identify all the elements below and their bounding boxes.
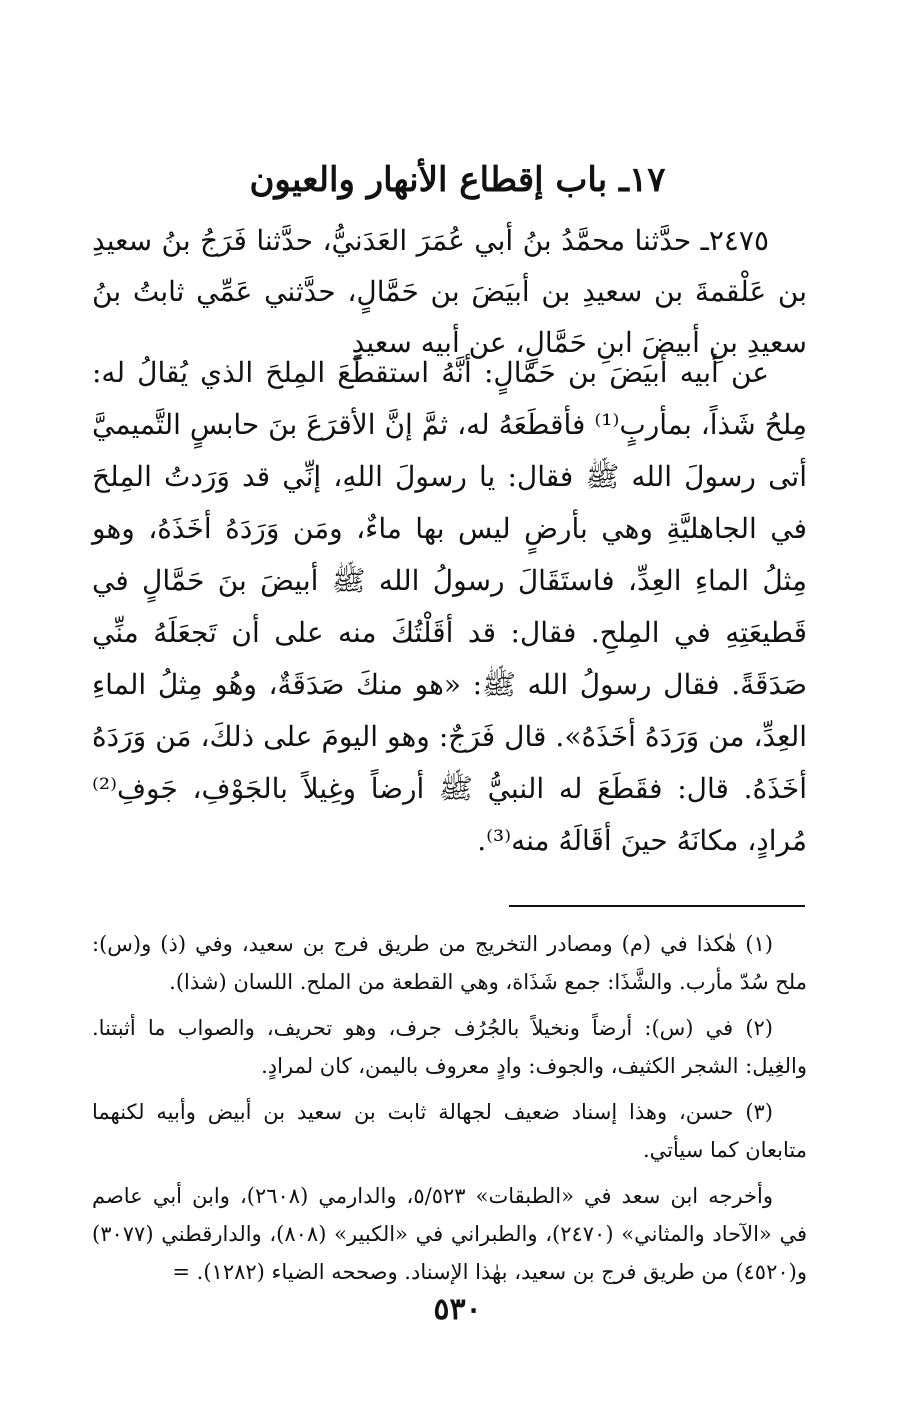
isnad-text: ٢٤٧٥ـ حدَّثنا محمَّدُ بنُ أبي عُمَرَ العَدَنيُّ، حدَّثنا فَرَجُ بنُ سعيدِ بن عَلْقمةَ بن سعيدِ بن أبيَضَ بن حَمَّالٍ، حدَّثني عَمِّي ثابتُ بنُ سعيدِ بنِ أبيضَ ابنِ حَمَّالٍ، عن أبيه سعيدٍ	[92, 224, 807, 359]
footnotes-section	[92, 925, 807, 1299]
page-number: ٥٣٠	[433, 1292, 482, 1327]
footnote-divider	[509, 905, 805, 907]
matn-text: عن أبيه أبيَضَ بن حَمَّالٍ: أنَّهُ استقطَعَ المِلحَ الذي يُقالُ له: مِلحُ شَذاً، بمأربٍ⁽¹⁾ فأقطَعَهُ له، ثمَّ إنَّ الأقرَعَ بنَ حابسٍ التَّميميَّ أتى رسولَ الله ﷺ فقال: يا رسولَ اللهِ، إنِّي قد وَرَدتُ المِلحَ في الجاهليَّةِ وهي بأرضٍ ليس بها ماءٌ، ومَن وَرَدَهُ أخَذَهُ، وهو مِثلُ الماءِ العِدِّ، فاستَقَالَ رسولُ الله ﷺ أبيضَ بنَ حَمَّالٍ في قَطيعَتِهِ في المِلحِ. فقال: قد أقَلْتُكَ منه على أن تَجعَلَهُ منِّي صَدَقَةً. فقال رسولُ الله ﷺ: «هو منكَ صَدَقَةٌ، وهُو مِثلُ الماءِ العِدِّ، من وَرَدَهُ أخَذَهُ». قال فَرَجٌ: وهو اليومَ على ذلكَ، مَن وَرَدَهُ أخَذَهُ. قال: فقَطَعَ له النبيُّ ﷺ أرضاً وغِيلاً بالجَوْفِ، جَوفِ⁽²⁾ مُرادٍ، مكانَهُ حينَ أقَالَهُ منه⁽³⁾.	[92, 356, 808, 857]
footnote-1: (١) هٰكذا في (م) ومصادر التخريج من طريق فرج بن سعيد، وفي (ذ) و(س): ملح سُدّ مأرب. والشَّذَا: جمع شَذَاة، وهي القطعة من الملح. اللسان (شذا).	[92, 932, 807, 994]
footnote-3: (٣) حسن، وهذا إسناد ضعيف لجهالة ثابت بن سعيد بن أبيض وأبيه لكنهما متابعان كما سيأتي.	[92, 1100, 807, 1162]
footnote-3-continuation: وأخرجه ابن سعد في «الطبقات» ٥/٥٢٣، والدارمي (٢٦٠٨)، وابن أبي عاصم في «الآحاد والمثاني» (٢٤٧٠)، والطبراني في «الكبير» (٨٠٨)، والدارقطني (٣٠٧٧) و(٤٥٢٠) من طريق فرج بن سعيد، بهٰذا الإسناد. وصححه الضياء (١٢٨٢). =	[92, 1184, 807, 1284]
hadith-matn	[92, 347, 807, 867]
chapter-title: ١٧ـ باب إقطاع الأنهار والعيون	[249, 160, 666, 200]
footnote-2: (٢) في (س): أرضاً ونخيلاً بالجُرُف جرف، وهو تحريف، والصواب ما أثبتنا. والغِيل: الشجر الكثيف، والجوف: وادٍ معروف باليمن، كان لمرادٍ.	[92, 1016, 807, 1078]
hadith-isnad	[92, 215, 807, 368]
